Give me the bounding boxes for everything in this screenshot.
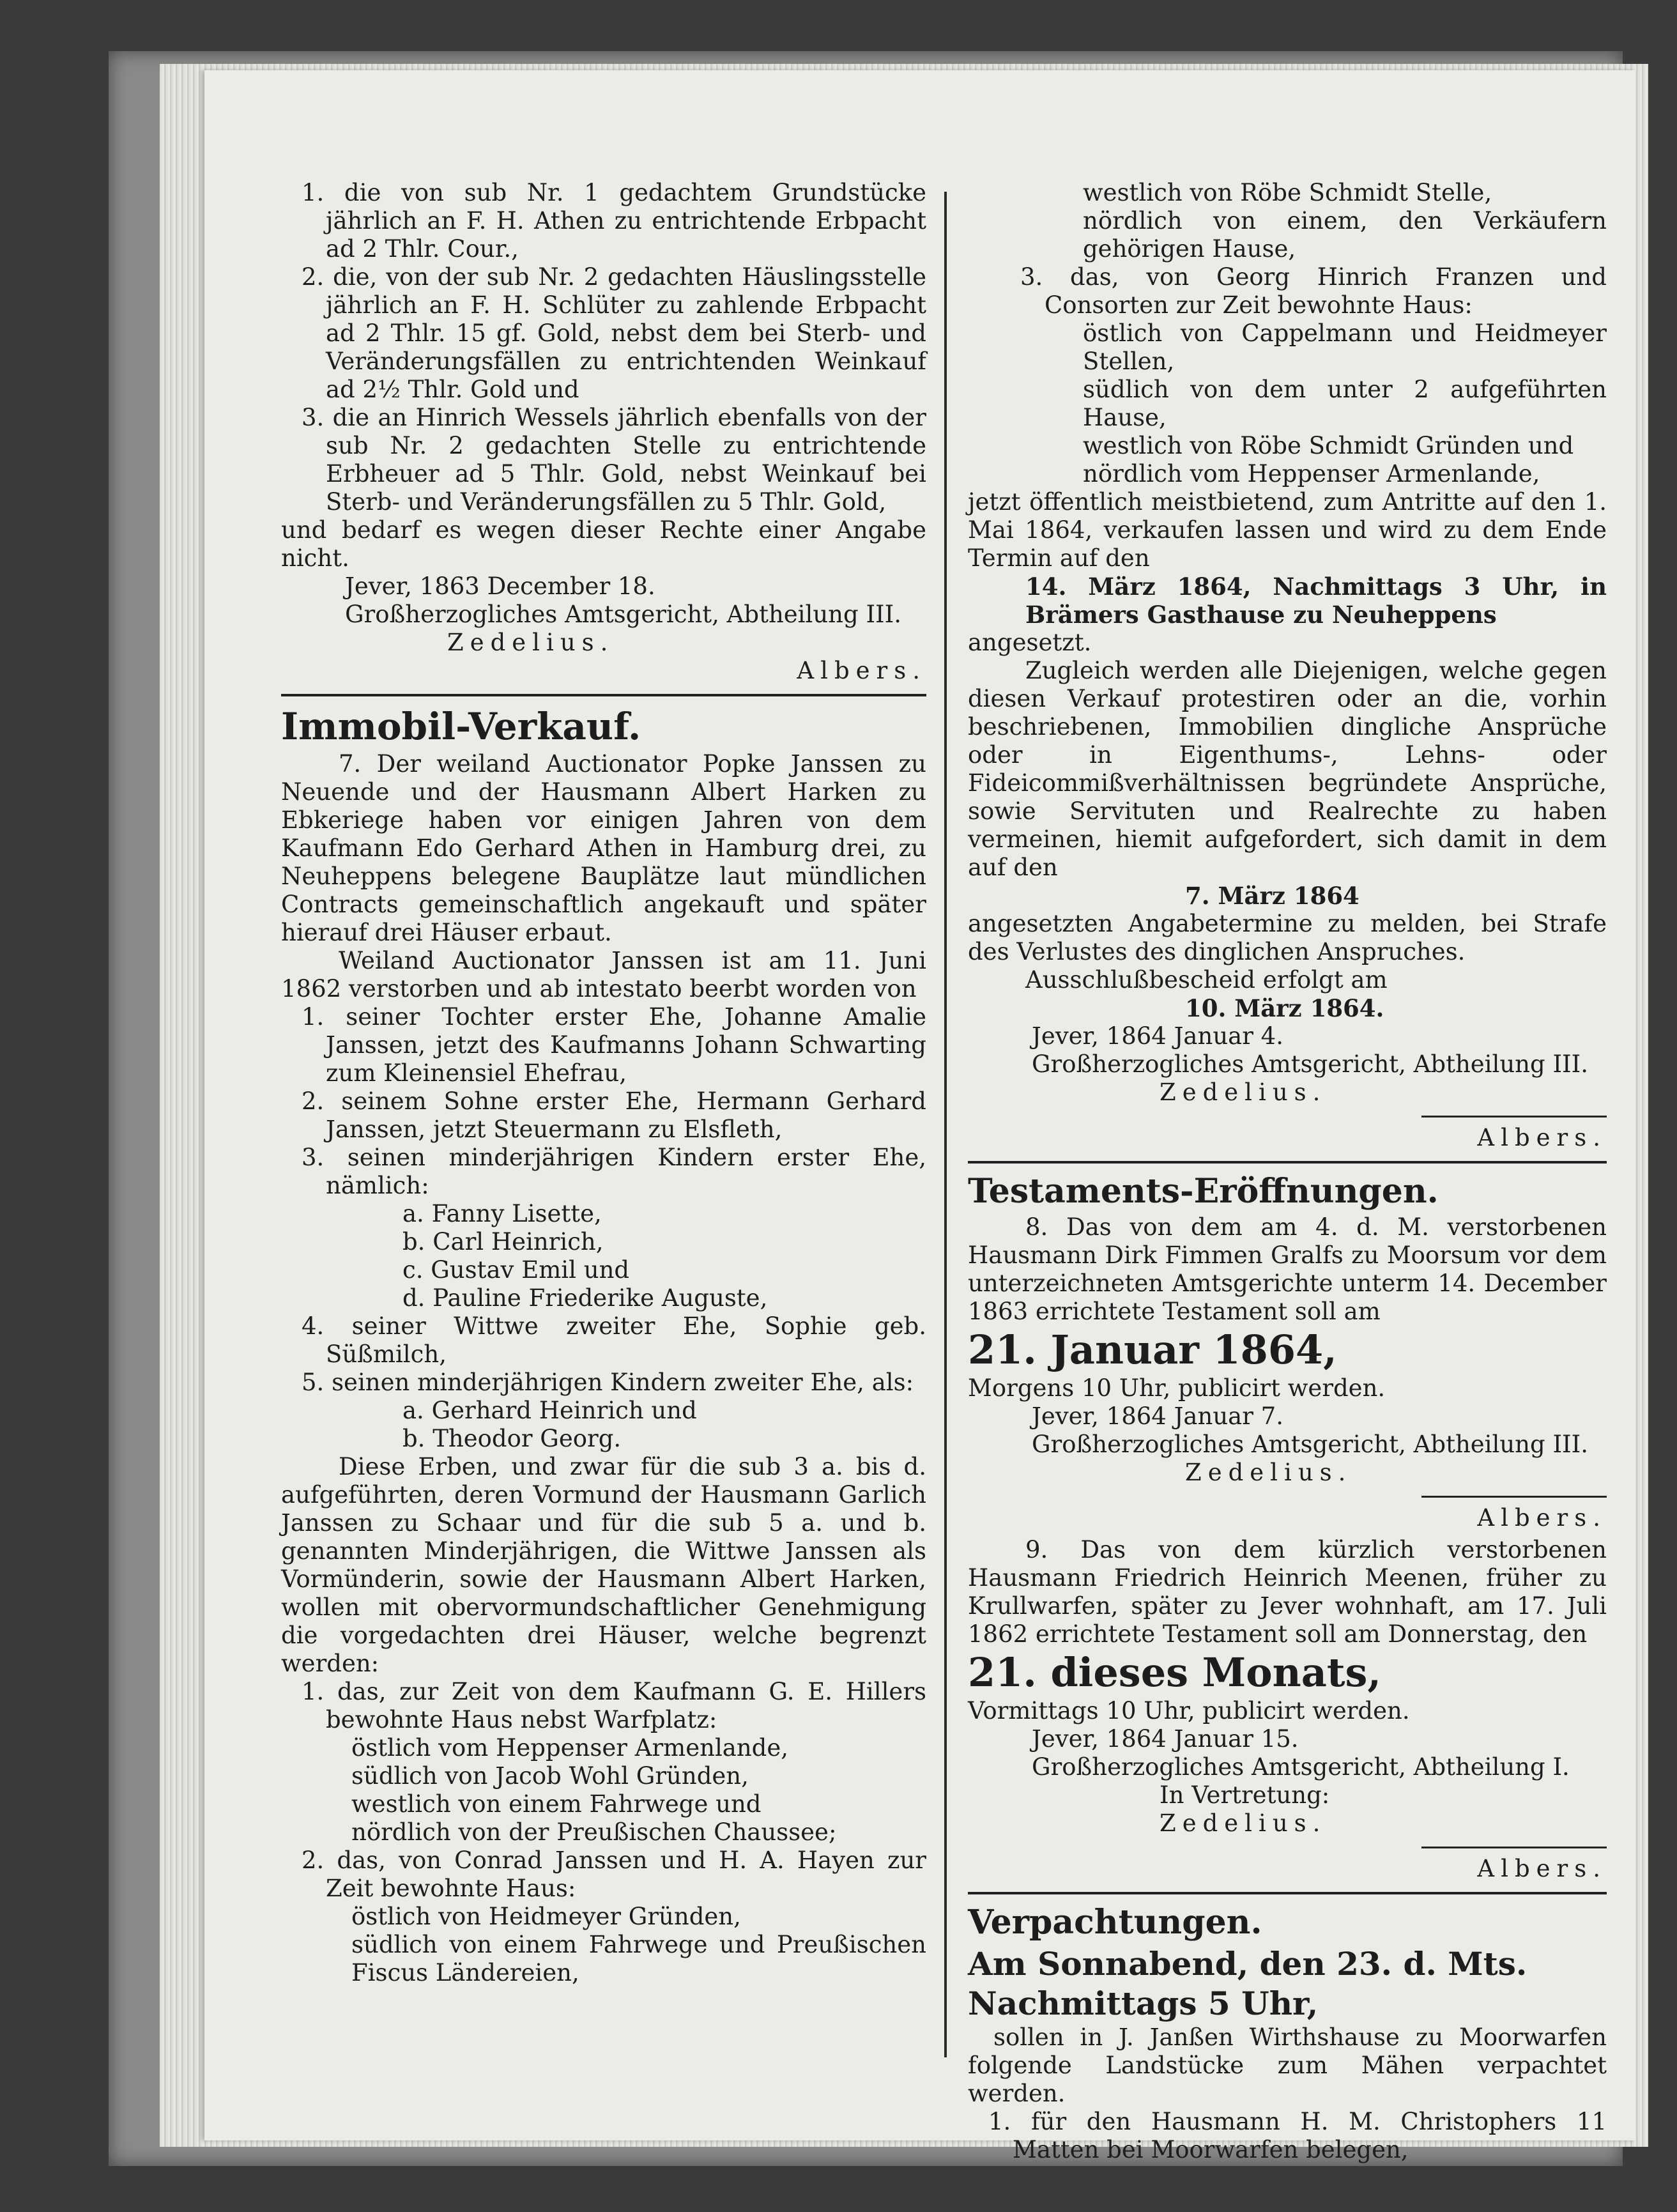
signature-judge: Zedelius. <box>447 629 615 656</box>
signature-rule <box>1421 1496 1607 1498</box>
house-bound: östlich vom Heppenser Armenlande, <box>351 1734 789 1762</box>
signature-date: Jever, 1864 Januar 4. <box>1032 1022 1283 1050</box>
testament-8-date: 21. Januar 1864, <box>968 1326 1337 1373</box>
house-bound: südlich von dem unter 2 aufgeführten Hause, <box>1083 376 1607 431</box>
heir-item: 5. seinen minderjährigen Kindern zweiter Ehe, als: <box>302 1369 914 1396</box>
testament-9-date: 21. dieses Monats, <box>968 1649 1382 1696</box>
heir-item: 4. seiner Wittwe zweiter Ehe, Sophie geb. Süßmilch, <box>302 1312 926 1368</box>
signature-deputy: In Vertretung: <box>1160 1781 1330 1809</box>
immobil-intro: 7. Der weiland Auctionator Popke Janssen zu Neuende und der Hausmann Albert Harken zu Ebkeriege haben vor einigen Jahren von dem Kaufmann Edo Gerhard Athen in Hamburg drei, zu Neuheppens belegene Bauplätze laut mündlichen Contracts gemeinschaftlich angekauft und später hierauf drei Häuser erbaut. <box>281 750 926 946</box>
lease-time: Nachmittags 5 Uhr, <box>968 1985 1319 2022</box>
lease-paragraph: sollen in J. Janßen Wirthshause zu Moorwarfen folgende Landstücke zum Mähen verpachtet werden. <box>968 2024 1607 2107</box>
child-item: a. Fanny Lisette, <box>402 1200 602 1227</box>
signature-clerk: Albers. <box>1477 1124 1607 1151</box>
heir-item: 2. seinem Sohne erster Ehe, Hermann Gerhard Janssen, jetzt Steuermann zu Elsfleth, <box>302 1087 926 1143</box>
section-rule <box>281 694 926 696</box>
section-heading-testament: Testaments-Eröffnungen. <box>968 1172 1439 1211</box>
signature-date: Jever, 1864 Januar 7. <box>1032 1402 1283 1430</box>
testament-9-paragraph: 9. Das von dem kürzlich verstorbenen Hausmann Friedrich Heinrich Meenen, früher zu Krullwarfen, später zu Jever wohnhaft, am 17. Juli 1862 errichtete Testament soll am Donnerstag, den <box>968 1536 1607 1648</box>
child-item: a. Gerhard Heinrich und <box>402 1397 697 1424</box>
signature-judge: Zedelius. <box>1160 1809 1327 1837</box>
house-title: 1. das, zur Zeit von dem Kaufmann G. E. Hillers bewohnte Haus nebst Warfplatz: <box>302 1678 926 1733</box>
house-title: 2. das, von Conrad Janssen und H. A. Hayen zur Zeit bewohnte Haus: <box>302 1847 926 1902</box>
house-bound: südlich von Jacob Wohl Gründen, <box>351 1762 749 1790</box>
decision-line: Ausschlußbescheid erfolgt am <box>1025 966 1388 994</box>
signature-judge: Zedelius. <box>1185 1459 1352 1486</box>
protest-tail: angesetzten Angabetermine zu melden, bei Strafe des Verlustes des dinglichen Anspruches. <box>968 910 1607 965</box>
protest-paragraph: Zugleich werden alle Diejenigen, welche gegen diesen Verkauf protestiren oder an die, vorhin beschriebenen, Immobilien dingliche Ansprüche oder in Eigenthums-, Lehns- oder Fideicommißverhältnissen begründete Ansprüche, sowie Servituten und Realrechte zu haben vermeinen, hiemit aufgefordert, sich damit in dem auf den <box>968 657 1607 881</box>
section-heading-lease: Verpachtungen. <box>968 1903 1262 1942</box>
house-bound: westlich von Röbe Schmidt Stelle, <box>1083 179 1492 206</box>
heir-item: 1. seiner Tochter erster Ehe, Johanne Amalie Janssen, jetzt des Kaufmanns Johann Schwarting zum Kleinensiel Ehefrau, <box>302 1003 926 1087</box>
signature-court: Großherzogliches Amtsgericht, Abtheilung III. <box>345 601 902 628</box>
erbpacht-item: 3. die an Hinrich Wessels jährlich ebenfalls von der sub Nr. 2 gedachten Stelle zu entrichtende Erbheuer ad 5 Thlr. Gold, nebst Weinkauf bei Sterb- und Veränderungsfällen zu 5 Thlr. Gold, <box>302 404 926 516</box>
lease-item: 1. für den Hausmann H. M. Christophers 11 Matten bei Moorwarfen belegen, <box>988 2108 1607 2163</box>
erbpacht-item: 2. die, von der sub Nr. 2 gedachten Häuslingsstelle jährlich an F. H. Schlüter zu zahlende Erbpacht ad 2 Thlr. 15 gf. Gold, nebst dem bei Sterb- und Veränderungsfällen zu entrichtenden Weinkauf ad 2½ Thlr. Gold und <box>302 263 926 403</box>
sale-term-tail: angesetzt. <box>968 629 1092 656</box>
immobil-heirs-intro: Weiland Auctionator Janssen ist am 11. Juni 1862 verstorben und ab intestato beerbt worden von <box>281 947 926 1002</box>
signature-clerk: Albers. <box>797 657 926 684</box>
erbpacht-tail: und bedarf es wegen dieser Rechte einer Angabe nicht. <box>281 516 926 572</box>
section-rule <box>968 1161 1607 1164</box>
house-bound: östlich von Heidmeyer Gründen, <box>351 1903 741 1930</box>
child-item: d. Pauline Friederike Auguste, <box>402 1284 768 1312</box>
testament-9-tail: Vormittags 10 Uhr, publicirt werden. <box>968 1697 1410 1724</box>
signature-rule <box>1421 1847 1607 1848</box>
left-column <box>281 179 926 1987</box>
house-title: 3. das, von Georg Hinrich Franzen und Consorten zur Zeit bewohnte Haus: <box>1020 263 1607 319</box>
signature-clerk: Albers. <box>1477 1504 1607 1532</box>
signature-clerk: Albers. <box>1477 1855 1607 1882</box>
section-rule <box>968 1892 1607 1894</box>
house-bound: nördlich von der Preußischen Chaussee; <box>351 1818 837 1846</box>
signature-court: Großherzogliches Amtsgericht, Abtheilung III. <box>1032 1050 1589 1078</box>
house-bound: südlich von einem Fahrwege und Preußischen Fiscus Ländereien, <box>351 1931 926 1986</box>
house-bound: westlich von einem Fahrwege und <box>351 1790 762 1818</box>
child-item: b. Carl Heinrich, <box>402 1228 604 1256</box>
house-bound: östlich von Cappelmann und Heidmeyer Stellen, <box>1083 319 1607 375</box>
erbpacht-item: 1. die von sub Nr. 1 gedachtem Grundstücke jährlich an F. H. Athen zu entrichtende Erbpacht ad 2 Thlr. Cour., <box>302 179 926 263</box>
signature-court: Großherzogliches Amtsgericht, Abtheilung I. <box>1032 1753 1570 1781</box>
testament-8-paragraph: 8. Das von dem am 4. d. M. verstorbenen Hausmann Dirk Fimmen Gralfs zu Moorsum vor dem unterzeichneten Amtsgerichte unterm 14. December 1863 errichtete Testament soll am <box>968 1213 1607 1325</box>
signature-rule <box>1421 1116 1607 1118</box>
house-bound: nördlich vom Heppenser Armenlande, <box>1083 460 1540 488</box>
right-column <box>968 179 1607 2164</box>
signature-date: Jever, 1864 Januar 15. <box>1032 1725 1299 1753</box>
section-heading-immobil: Immobil-Verkauf. <box>281 705 641 748</box>
child-item: b. Theodor Georg. <box>402 1425 622 1452</box>
house-bound: nördlich von einem, den Verkäufern gehörigen Hause, <box>1083 207 1607 263</box>
testament-8-tail: Morgens 10 Uhr, publicirt werden. <box>968 1374 1386 1402</box>
heirs-paragraph: Diese Erben, und zwar für die sub 3 a. bis d. aufgeführten, deren Vormund der Hausmann Garlich Janssen zu Schaar und für die sub 5 a. und b. genannten Minderjährigen, die Wittwe Janssen als Vormünderin, sowie der Hausmann Albert Harken, wollen mit obervormundschaftlicher Genehmigung die vorgedachten drei Häuser, welche begrenzt werden: <box>281 1453 926 1677</box>
signature-date: Jever, 1863 December 18. <box>345 572 655 600</box>
decision-date: 10. März 1864. <box>1185 994 1384 1022</box>
heir-item: 3. seinen minderjährigen Kindern erster Ehe, nämlich: <box>302 1144 926 1199</box>
house-bound: westlich von Röbe Schmidt Gründen und <box>1083 432 1574 459</box>
sale-term: 14. März 1864, Nachmittags 3 Uhr, in Brämers Gasthause zu Neuheppens <box>1025 572 1607 629</box>
signature-court: Großherzogliches Amtsgericht, Abtheilung III. <box>1032 1431 1589 1458</box>
lease-date: Am Sonnabend, den 23. d. Mts. <box>968 1945 1528 1983</box>
protest-date: 7. März 1864 <box>1185 882 1359 910</box>
signature-judge: Zedelius. <box>1160 1079 1327 1106</box>
column-divider <box>944 192 947 2057</box>
sale-paragraph: jetzt öffentlich meistbietend, zum Antritte auf den 1. Mai 1864, verkaufen lassen und wird zu dem Ende Termin auf den <box>968 488 1607 572</box>
child-item: c. Gustav Emil und <box>402 1256 630 1284</box>
